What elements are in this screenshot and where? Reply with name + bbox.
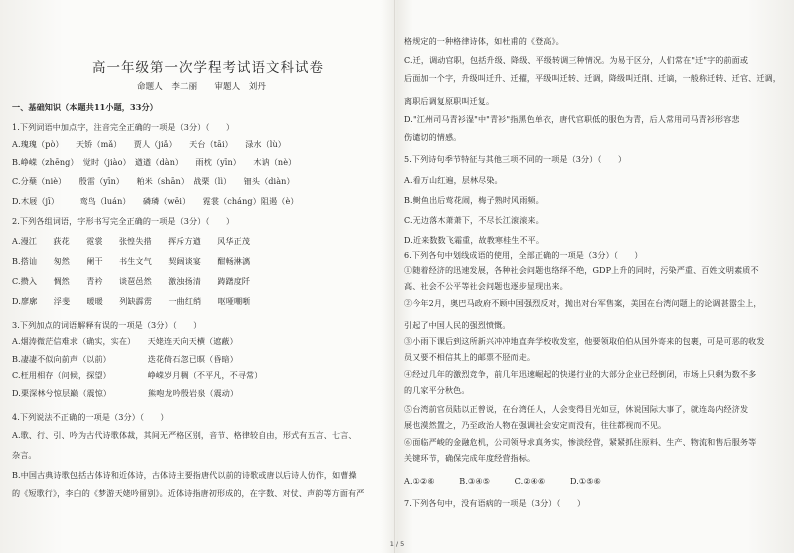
page-number: 1 / 5 <box>389 540 405 548</box>
left-line: D.栗深林兮惊层巅（震惊） 熊咆龙吟殷岩泉（震动） <box>12 388 239 398</box>
left-line: 的《短歌行》，李白的《梦游天姥吟留别》。近体诗指唐初形成的，在字数、对仗、声韵等方面有严 <box>12 488 365 498</box>
right-line: 5.下列诗句季节特征与其他三项不同的一项是（3分）（ ） <box>404 154 627 164</box>
left-line: A.烟涛微茫信难求（确实，实在） 天姥连天向天横（遮蔽） <box>12 336 238 346</box>
right-line: ⑤台湾前官员陆以正曾说，在台湾任人，人会变得目光如豆，休说国际大事了，就连岛内经济发 <box>404 404 749 414</box>
right-line: 格规定的一种格律诗体，如杜甫的《登高》。 <box>404 36 564 46</box>
left-line: D.廖廓 浮斐 暖暖 列缺霹雳 一曲红绡 呕哑嘲哳 <box>12 296 251 306</box>
right-line: 伤谴切的情感。 <box>404 132 462 142</box>
right-line: ⑥面临严峻的金融危机，公司领导求真务实，惨淡经营，紧紧抓住原料、生产、物流和售后服务等 <box>404 437 757 447</box>
exam-title: 高一年级第一次学程考试语文科试卷 <box>92 60 324 76</box>
left-line: 4.下列说法不正确的一项是（3分）（ ） <box>12 412 169 422</box>
right-line: 7.下列各句中，没有语病的一项是（3分）（ ） <box>404 498 586 508</box>
right-line: ②今年2月，奥巴马政府不顾中国强烈反对，抛出对台军售案，美国在台湾问题上的论调甚嚣尘上， <box>404 298 762 308</box>
right-line: A.①②⑥ B.③④⑤ C.②④⑥ D.①⑤⑥ <box>404 476 602 486</box>
right-line: 后面加一个字，升级叫迁升、迁擢，平级叫迁转、迁调，降级叫迁削、迁谪，一般称迁转、迁官、迁调， <box>404 73 781 83</box>
left-line: A.瑰瑰（pò） 天矫（mǎ） 贾人（jiǎ） 天台（tāi） 渌水（lù） <box>12 139 286 149</box>
left-line: 3.下列加点的词语解释有误的一项是（3分）（ ） <box>12 320 202 330</box>
left-line: C.分蘖（niè） 殷雷（yīn） 粕米（shān） 战栗（lì） 钿头（diàn） <box>12 176 295 186</box>
right-line: C.无边落木萧萧下，不尽长江滚滚来。 <box>404 215 544 225</box>
right-line: 员又要不相信其上的邮票不胫而走。 <box>404 352 536 362</box>
right-line: ④经过几年的激烈竞争，前几年迅速崛起的快递行业的大部分企业已经倒闭，市场上只剩为数不多 <box>404 369 757 379</box>
right-line: ③小雨下课后到这所新兴冲冲地直奔学校收发室，他要领取伯伯从国外寄来的包裹，可是可恶的收发 <box>404 336 765 346</box>
section-heading: 一、基础知识（本题共11小题，33分） <box>12 102 158 112</box>
left-line: B.凄凄不似向前声（以前） 迭花倚石忽已暝（昏暗） <box>12 354 238 364</box>
left-line: 2.下列各组词语，字形书写完全正确的一项是（3分）（ ） <box>12 216 235 226</box>
left-line: 1.下列词语中加点字，注音完全正确的一项是（3分）（ ） <box>12 122 235 132</box>
right-line: 高、社会不公平等社会问题也逐步显现出来。 <box>404 281 568 291</box>
left-line: C.攒入 惆然 青衿 谈琶邑然 激浊扬清 踌躇度阡 <box>12 276 251 286</box>
left-line: B.峥嵘（zhēng） 觉时（jiào） 遒遒（dàn） 雨枕（yīn） 木讷（nè） <box>12 157 297 167</box>
right-line: 离职后调复原职叫迁复。 <box>404 96 495 106</box>
right-line: 的几家平分秋色。 <box>404 385 470 395</box>
left-line: B.搭讪 匆然 阑干 书生文气 契阔谈宴 酣畅淋漓 <box>12 256 251 266</box>
left-line: D.木屐（jī） 鸾鸟（luán） 磷璘（wēi） 霓裳（cháng）阻遏（è） <box>12 196 299 206</box>
left-line: C.枉用相存（问候，探望） 峥嵘岁月稠（不平凡，不寻常） <box>12 370 263 380</box>
left-line: A.歌、行、引、吟为古代诗歌体裁，其间无严格区别，音节、格律较自由，形式有五言、七言、 <box>12 430 357 440</box>
left-line: 杂言。 <box>12 450 37 460</box>
right-line: D."江州司马青衫湿"中"青衫"指黑色单衣，唐代官职低的服色为青，后人常用司马青衫形容悲 <box>404 114 740 124</box>
page-fold <box>394 0 395 553</box>
right-line: B.鲥鱼出后莺花闹，梅子熟时风雨频。 <box>404 195 544 205</box>
right-line: 6.下列各句中划线成语的使用，全部正确的一项是（3分）（ ） <box>404 250 643 260</box>
right-line: ①随着经济的迅速发展，各种社会问题也络绎不绝，GDP上升的同时，污染严重、百姓文明素质不 <box>404 265 759 275</box>
authors-line: 命题人 李二丽 审题人 刘丹 <box>137 82 267 92</box>
right-line: D.近来数数飞霜重，故教寒桂生不平。 <box>404 235 545 245</box>
right-line: C.迁，调动官职，包括升级、降级、平级转调三种情况。为易于区分，人们常在"迁"字的前面或 <box>404 55 749 65</box>
right-line: 展也漠然置之，乃至政治人物在强调社会安定而没有，往往都视而不见。 <box>404 420 667 430</box>
left-line: A.漫江 荻花 霓裳 张惶失措 挥斥方遒 风华正茂 <box>12 236 251 246</box>
right-line: 关键环节，确保完成年度经营指标。 <box>404 453 536 463</box>
right-line: A.看万山红遍，层林尽染。 <box>404 175 503 185</box>
left-line: B.中国古典诗歌包括古体诗和近体诗，古体诗主要指唐代以前的诗歌或唐以后诗人仿作，如曹操 <box>12 470 357 480</box>
right-line: 引起了中国人民的强烈愤慨。 <box>404 320 511 330</box>
